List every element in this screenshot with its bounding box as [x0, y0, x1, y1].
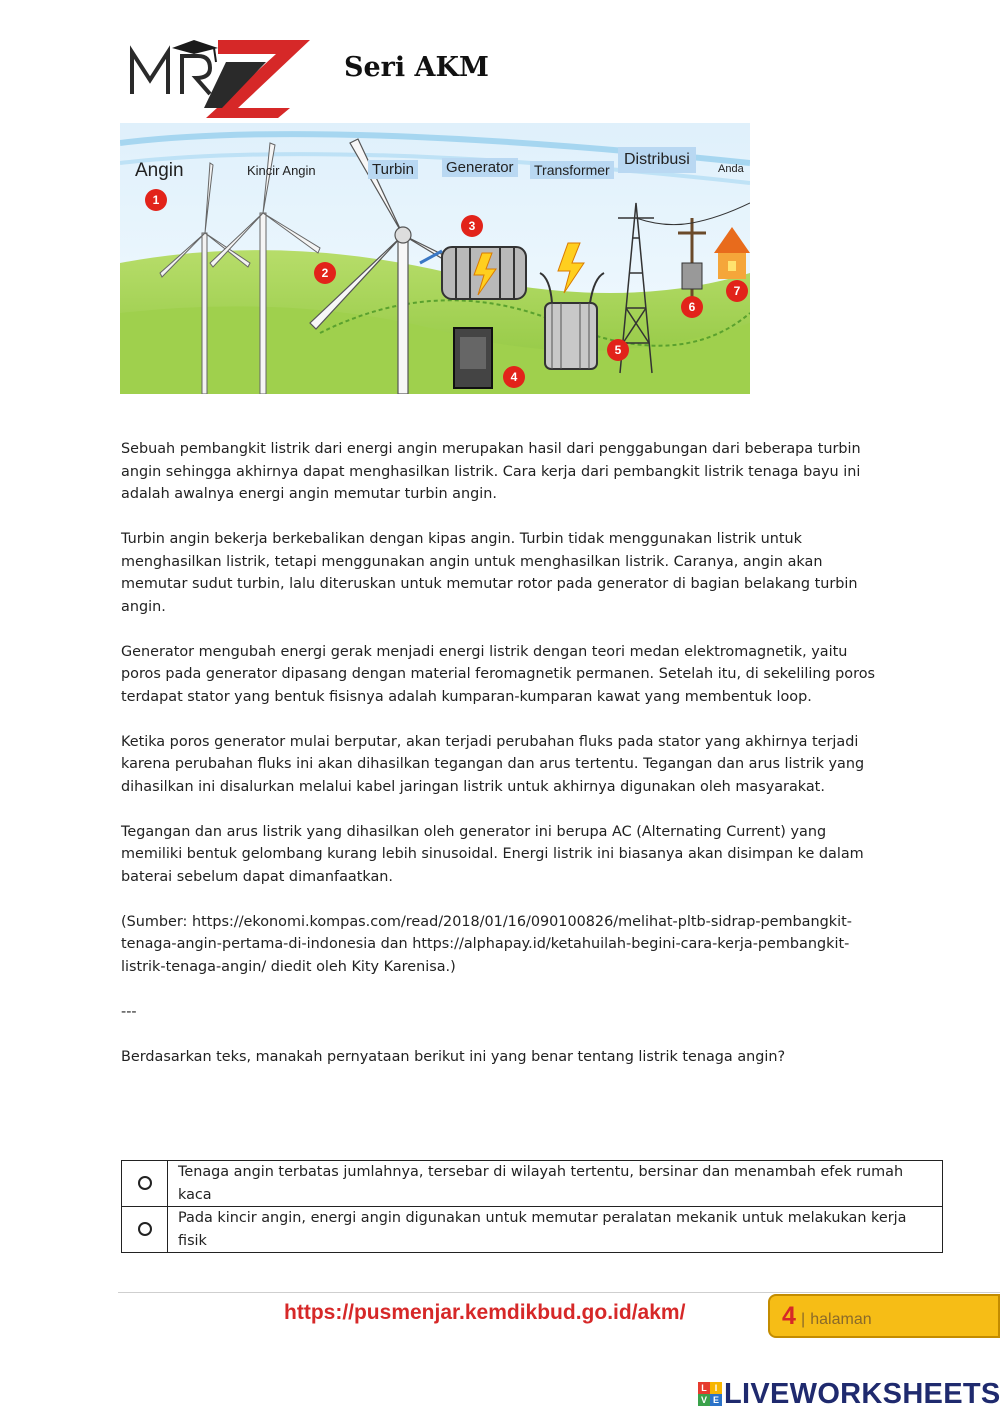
label-turbin: Turbin [368, 160, 418, 179]
generator-drum [442, 247, 526, 299]
paragraph-5: Tegangan dan arus listrik yang dihasilkan oleh generator ini berupa AC (Alternating Current) yang memiliki bentuk gelombang kurang lebih sinusoidal. Energi listrik ini biasanya akan disimpan ke dalam baterai sebelum dapat dimanfaatkan. [121, 823, 864, 885]
option-row[interactable] [122, 1161, 943, 1207]
paragraph-1: Sebuah pembangkit listrik dari energi angin merupakan hasil dari penggabungan dari beberapa turbin angin sehingga akhirnya dapat menghasilkan listrik. Cara kerja dari pembangkit listrik tenaga bayu ini adalah awalnya energi angin memutar turbin angin. [121, 441, 861, 502]
wind-power-illustration [120, 123, 750, 394]
paragraph-2: Turbin angin bekerja berkebalikan dengan kipas angin. Turbin tidak menggunakan listrik untuk menghasilkan listrik, tetapi menggunakan angin untuk menghasilkan listrik. Caranya, angin akan memutar sudut turbin, lalu diteruskan untuk memutar rotor pada generator di bagian belakang turbin angin. [121, 531, 858, 615]
mrz-logo [126, 32, 316, 120]
answer-options [121, 1160, 943, 1253]
icon-letter-e: E [710, 1394, 722, 1406]
liveworksheets-brand[interactable] [698, 1378, 1000, 1410]
icon-letter-l: L [698, 1382, 710, 1394]
footer-divider [118, 1292, 1000, 1293]
liveworksheets-icon [698, 1382, 722, 1406]
option-text: Pada kincir angin, energi angin digunakan untuk memutar peralatan mekanik untuk melakukan kerja fisik [168, 1207, 943, 1253]
series-title: Seri AKM [344, 52, 489, 83]
icon-letter-i: I [710, 1382, 722, 1394]
marker-5: 5 [614, 343, 622, 357]
option-radio-cell[interactable] [122, 1207, 168, 1253]
marker-7: 7 [733, 284, 741, 298]
source-citation: (Sumber: https://ekonomi.kompas.com/read/2018/01/16/090100826/melihat-pltb-sidrap-pembangkit-tenaga-angin-pertama-di-indonesia dan https://alphapay.id/ketahuilah-begini-cara-kerja-pembangkit-listrik-tenaga-angin/ diedit oleh Kity Karenisa.) [121, 913, 852, 975]
paragraph-3: Generator mengubah energi gerak menjadi energi listrik dengan teori medan elektromagnetik, yaitu poros pada generator dipasang dengan material feromagnetik permanen. Setelah itu, di sekeliling poros terdapat stator yang bentuk fisisnya adalah kumparan-kumparan kawat yang membentuk loop. [121, 643, 876, 705]
marker-3: 3 [468, 219, 476, 233]
article-body [121, 438, 881, 1091]
option-text: Tenaga angin terbatas jumlahnya, tersebar di wilayah tertentu, bersinar dan menambah efek rumah kaca [168, 1161, 943, 1207]
mrz-logo-graphic [126, 32, 316, 120]
separator: --- [121, 1003, 137, 1020]
page-number: 4 [782, 1302, 796, 1330]
label-generator: Generator [442, 158, 518, 177]
marker-6: 6 [688, 300, 696, 314]
liveworksheets-wordmark: LIVEWORKSHEETS [724, 1377, 1000, 1410]
marker-4: 4 [510, 370, 518, 384]
footer-url-link[interactable]: https://pusmenjar.kemdikbud.go.id/akm/ [284, 1301, 686, 1324]
page-word: halaman [810, 1311, 872, 1328]
label-anda: Anda [718, 163, 744, 175]
page-separator: | [801, 1311, 806, 1328]
marker-2: 2 [321, 266, 329, 280]
radio-button-option-2[interactable] [138, 1222, 152, 1236]
marker-1: 1 [152, 193, 160, 207]
icon-letter-v: V [698, 1394, 710, 1406]
label-kincir-angin: Kincir Angin [247, 163, 316, 178]
paragraph-4: Ketika poros generator mulai berputar, akan terjadi perubahan fluks pada stator yang akhirnya terjadi karena perubahan fluks ini akan dihasilkan tegangan dan arus tertentu. Tegangan dan arus listrik yang dihasilkan ini disalurkan melalui kabel jaringan listrik untuk akhirnya digunakan oleh masyarakat. [121, 733, 865, 795]
label-angin: Angin [135, 160, 184, 181]
question-text: Berdasarkan teks, manakah pernyataan berikut ini yang benar tentang listrik tenaga angin? [121, 1048, 786, 1065]
option-row[interactable] [122, 1207, 943, 1253]
inverter-box [454, 328, 492, 388]
option-radio-cell[interactable] [122, 1161, 168, 1207]
radio-button-option-1[interactable] [138, 1176, 152, 1190]
label-distribusi: Distribusi [618, 147, 696, 173]
page-indicator [768, 1294, 1000, 1338]
label-transformer: Transformer [530, 161, 614, 179]
